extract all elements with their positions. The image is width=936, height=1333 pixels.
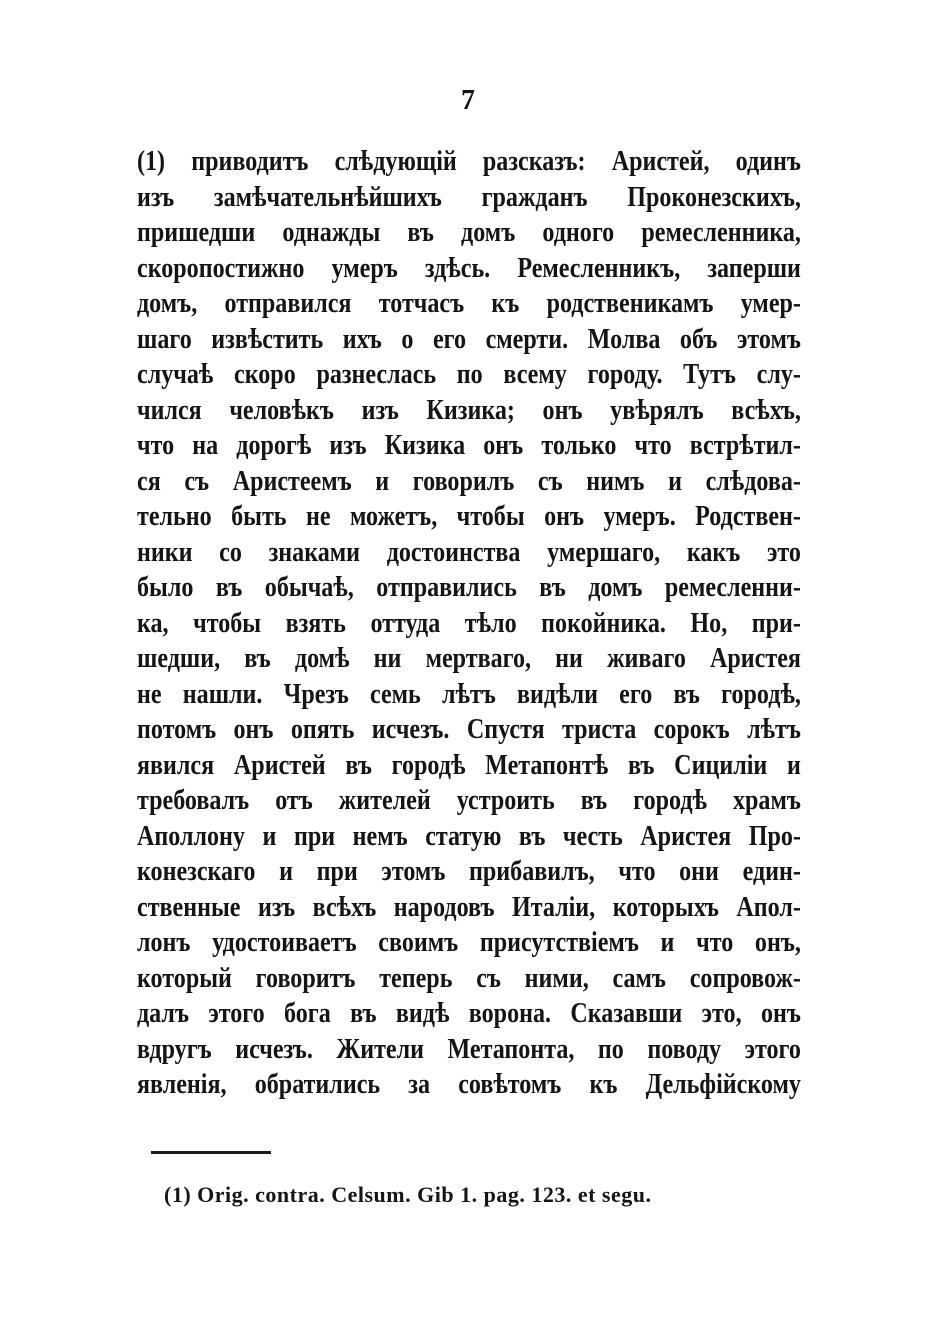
text-line: ся съ Аристеемъ и говорилъ съ нимъ и слѣдова- — [137, 465, 801, 497]
text-line: ка, чтобы взять оттуда тѣло покойника. Но, при- — [137, 607, 801, 639]
text-line: ники со знаками достоинства умершаго, какъ это — [137, 536, 801, 568]
text-line: Аполлону и при немъ статую въ честь Аристея Про- — [137, 820, 801, 852]
text-line: конезскаго и при этомъ прибавилъ, что они един- — [137, 856, 801, 887]
text-line: было въ обычаѣ, отправились въ домъ ремесленни- — [137, 572, 801, 603]
text-line: ственные изъ всѣхъ народовъ Италіи, которыхъ Апол- — [137, 891, 801, 923]
text-line: шедши, въ домѣ ни мертваго, ни живаго Аристея — [137, 643, 801, 674]
text-line: изъ замѣчательнѣйшихъ гражданъ Проконезскихъ, — [137, 181, 801, 213]
text-line: что на дорогѣ изъ Кизика онъ только что встрѣтил- — [137, 430, 801, 461]
text-line: пришедши однажды въ домъ одного ремесленника, — [137, 217, 801, 248]
text-line: тельно быть не можетъ, чтобы онъ умеръ. Родствен- — [137, 501, 801, 532]
text-line: скоропостижно умеръ здѣсь. Ремесленникъ, заперши — [137, 252, 801, 284]
footnote: (1) Orig. contra. Celsum. Gib 1. pag. 123. et segu. — [164, 1182, 652, 1207]
text-line: домъ, отправился тотчасъ къ родственикамъ умер- — [137, 288, 801, 319]
text-line: явился Аристей въ городѣ Метапонтѣ въ Сициліи и — [137, 749, 801, 781]
text-line: далъ этого бога въ видѣ ворона. Сказавши это, онъ — [137, 998, 801, 1029]
text-line: чился человѣкъ изъ Кизика; онъ увѣрялъ всѣхъ, — [137, 394, 801, 426]
text-line: не нашли. Чрезъ семь лѣтъ видѣли его въ городѣ, — [137, 678, 801, 710]
text-line: вдругъ исчезъ. Жители Метапонта, по поводу этого — [137, 1033, 801, 1065]
page-number: 7 — [461, 85, 475, 116]
text-line: требовалъ отъ жителей устроить въ городѣ храмъ — [137, 785, 801, 816]
text-line: шаго извѣстить ихъ о его смерти. Молва объ этомъ — [137, 323, 801, 355]
body-text — [137, 144, 801, 1103]
text-line: который говоритъ теперь съ ними, самъ сопровож- — [137, 962, 801, 994]
text-line: (1) приводитъ слѣдующій разсказъ: Аристей, одинъ — [137, 146, 801, 177]
footnote-divider — [151, 1151, 271, 1154]
text-line: случаѣ скоро разнеслась по всему городу. Тутъ слу- — [137, 359, 801, 390]
text-line: потомъ онъ опять исчезъ. Спустя триста сорокъ лѣтъ — [137, 714, 801, 745]
text-line: лонъ удостоиваетъ своимъ присутствіемъ и что онъ, — [137, 927, 801, 958]
text-line: явленія, обратились за совѣтомъ къ Дельфійскому — [137, 1069, 801, 1100]
